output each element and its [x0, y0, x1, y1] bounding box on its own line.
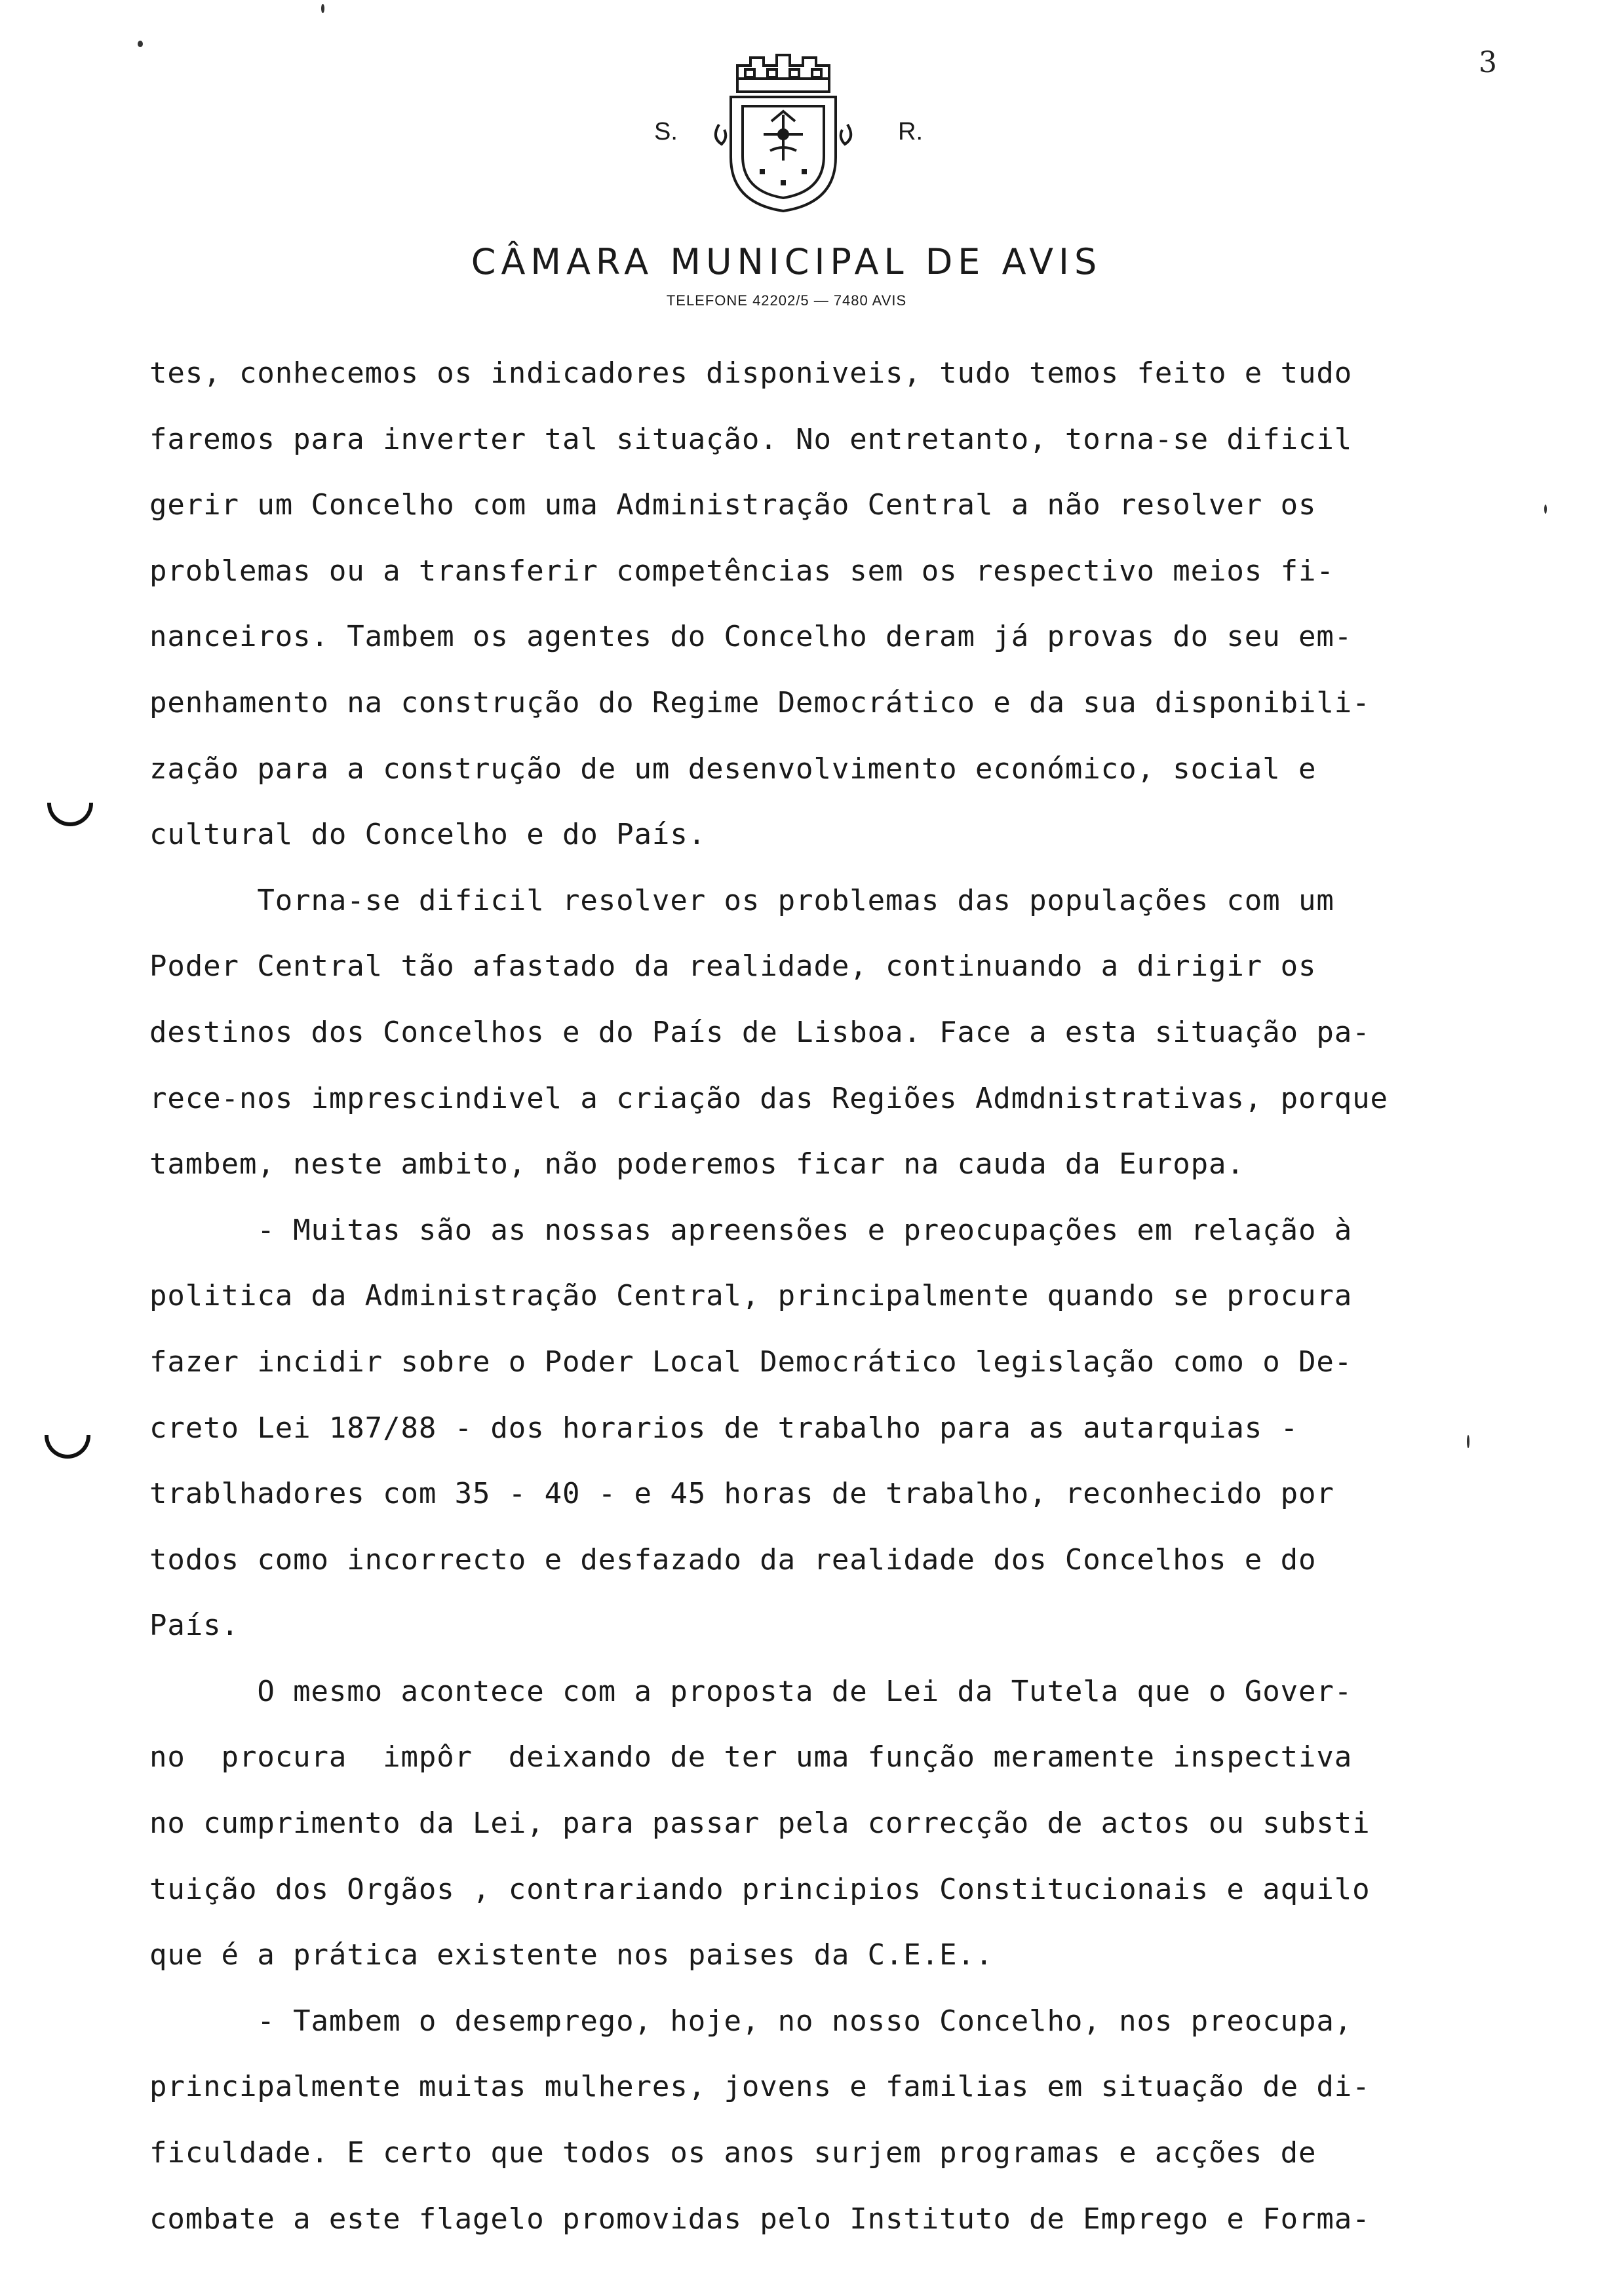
- text-line: País.: [149, 1609, 239, 1643]
- text-line: fazer incidir sobre o Poder Local Democrático legislação como o De-: [149, 1345, 1353, 1379]
- letterhead-title: CÂMARA MUNICIPAL DE AVIS: [471, 241, 1102, 282]
- municipal-seal-icon: [705, 46, 862, 216]
- page-number: 3: [1479, 46, 1497, 79]
- text-line: penhamento na construção do Regime Democrático e da sua disponibili-: [149, 685, 1371, 719]
- margin-check-mark: [47, 803, 93, 826]
- body-text: [149, 341, 1552, 2252]
- text-line: gerir um Concelho com uma Administração Central a não resolver os: [149, 488, 1317, 522]
- scan-speck: [321, 4, 324, 13]
- scan-speck: [1544, 505, 1547, 514]
- text-line: problemas ou a transferir competências sem os respectivo meios fi-: [149, 554, 1334, 588]
- text-line: principalmente muitas mulheres, jovens e familias em situação de di-: [149, 2070, 1371, 2104]
- text-line: creto Lei 187/88 - dos horarios de trabalho para as autarquias -: [149, 1411, 1298, 1445]
- text-line: Poder Central tão afastado da realidade, continuando a dirigir os: [149, 949, 1317, 984]
- text-line: no cumprimento da Lei, para passar pela correcção de actos ou substi: [149, 1807, 1371, 1841]
- text-line: - Muitas são as nossas apreensões e preocupações em relação à: [149, 1213, 1353, 1247]
- text-line: zação para a construção de um desenvolvimento económico, social e: [149, 752, 1317, 786]
- letterhead-phone: TELEFONE 42202/5 — 7480 AVIS: [666, 292, 907, 309]
- text-line: destinos dos Concelhos e do País de Lisboa. Face a esta situação pa-: [149, 1015, 1371, 1049]
- text-line: nanceiros. Tambem os agentes do Concelho deram já provas do seu em-: [149, 620, 1353, 654]
- text-line: trablhadores com 35 - 40 - e 45 horas de trabalho, reconhecido por: [149, 1477, 1334, 1511]
- text-line: tes, conhecemos os indicadores disponiveis, tudo temos feito e tudo: [149, 356, 1353, 390]
- scan-speck: [1467, 1435, 1469, 1448]
- text-line: cultural do Concelho e do País.: [149, 818, 707, 852]
- text-line: faremos para inverter tal situação. No entretanto, torna-se dificil: [149, 422, 1353, 456]
- text-line: ficuldade. E certo que todos os anos surjem programas e acções de: [149, 2136, 1317, 2170]
- text-line: que é a prática existente nos paises da C.E.E..: [149, 1938, 994, 1972]
- scan-speck: [138, 41, 143, 47]
- text-line: - Tambem o desemprego, hoje, no nosso Concelho, nos preocupa,: [149, 2004, 1353, 2038]
- text-line: tuição dos Orgãos , contrariando principios Constitucionais e aquilo: [149, 1872, 1371, 1906]
- text-line: tambem, neste ambito, não poderemos ficar na cauda da Europa.: [149, 1147, 1245, 1181]
- text-line: combate a este flagelo promovidas pelo Instituto de Emprego e Forma-: [149, 2202, 1371, 2236]
- text-line: todos como incorrecto e desfazado da realidade dos Concelhos e do: [149, 1542, 1317, 1577]
- text-line: politica da Administração Central, principalmente quando se procura: [149, 1279, 1353, 1313]
- letterhead-right-letter: R.: [898, 118, 923, 145]
- text-line: rece-nos imprescindivel a criação das Regiões Admdnistrativas, porque: [149, 1081, 1388, 1115]
- margin-check-mark: [45, 1435, 90, 1459]
- text-line: O mesmo acontece com a proposta de Lei da Tutela que o Gover-: [149, 1674, 1353, 1708]
- letterhead-left-letter: S.: [654, 118, 678, 145]
- text-line: Torna-se dificil resolver os problemas das populações com um: [149, 883, 1334, 917]
- text-line: no procura impôr deixando de ter uma função meramente inspectiva: [149, 1740, 1353, 1774]
